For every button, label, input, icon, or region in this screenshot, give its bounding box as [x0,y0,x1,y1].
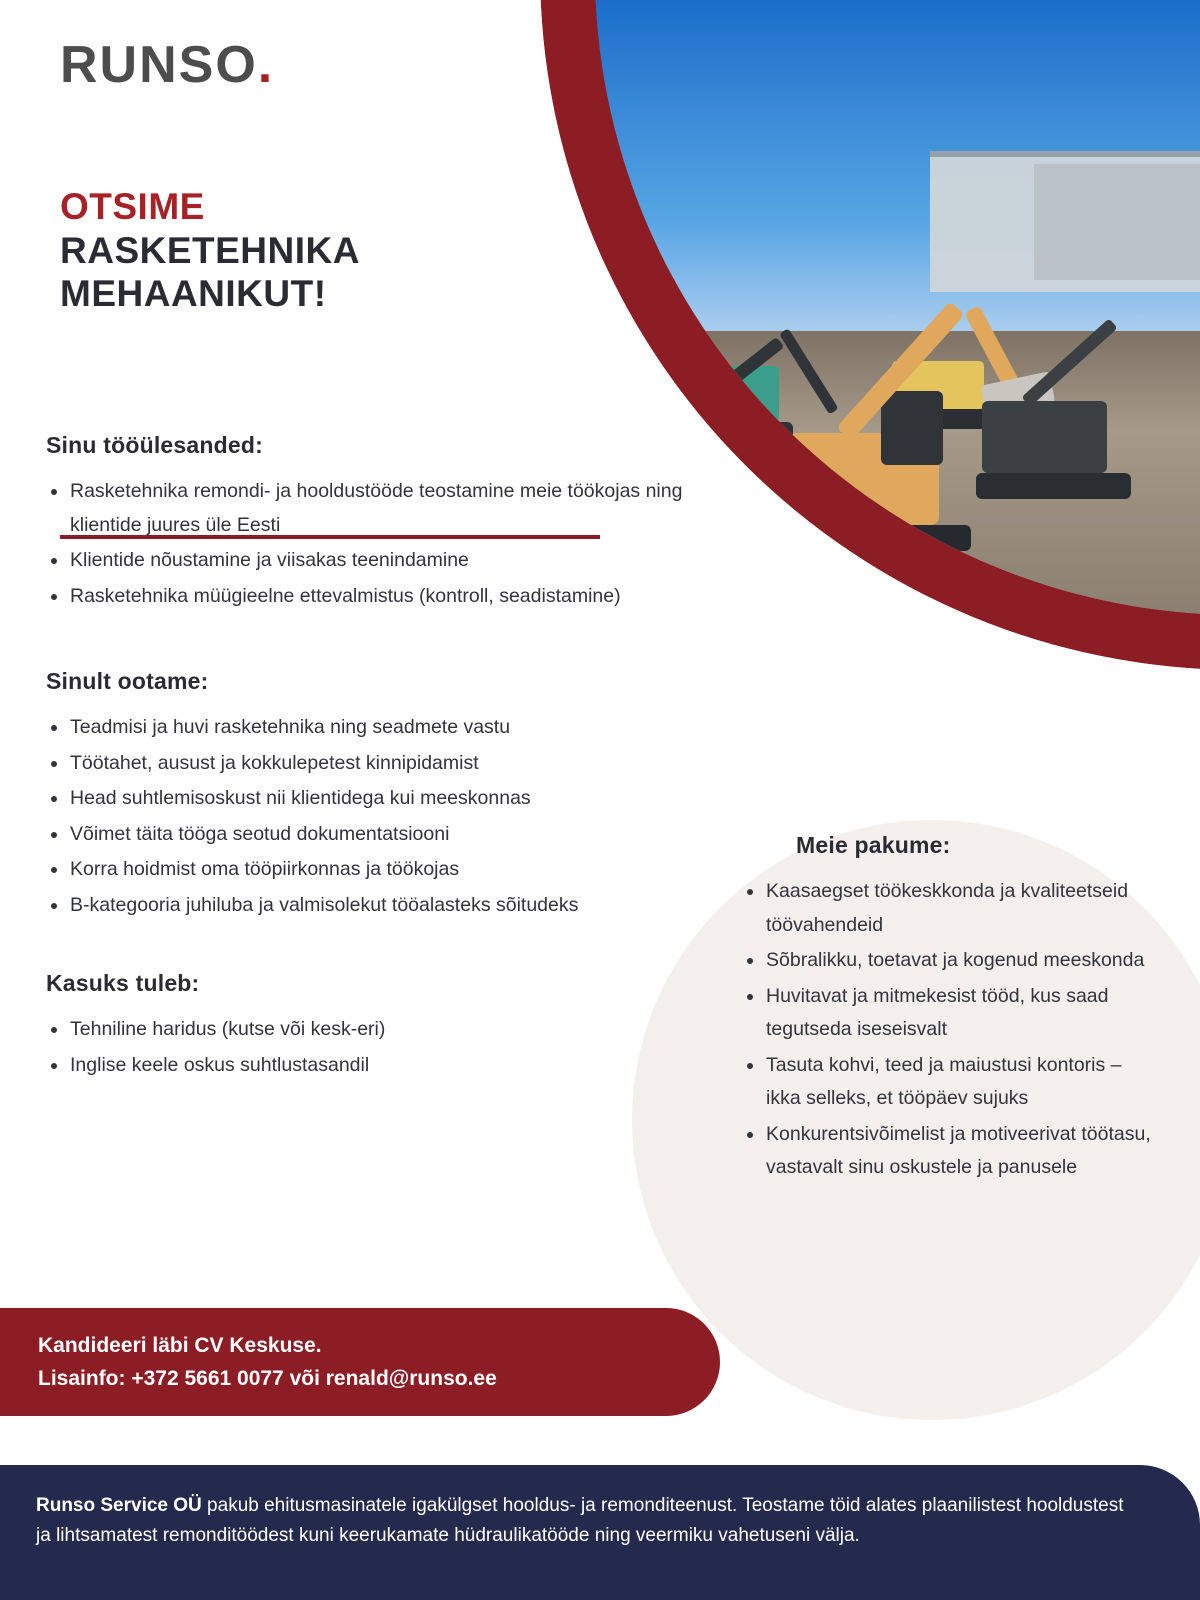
headline-line-3: MEHAANIKUT! [60,273,327,315]
section-expectations-list [44,711,734,922]
list-item: Kaasaegset töökeskkonda ja kvaliteetseid töövahendeid [740,875,1160,942]
headline-line-2: RASKETEHNIKA [60,229,360,271]
section-tasks-list [44,475,734,613]
page-title [60,185,580,316]
photo-building-2 [1034,164,1200,280]
cta-line-2[interactable]: Lisainfo: +372 5661 0077 või renald@runso.ee [38,1366,497,1390]
list-item: Võimet täita tööga seotud dokumentatsiooni [44,818,734,852]
list-item: Sõbralikku, toetavat ja kogenud meeskonda [740,944,1160,978]
section-tasks-title: Sinu tööülesanded: [46,432,263,458]
section-offer [740,832,1160,1187]
list-item: Huvitavat ja mitmekesist tööd, kus saad tegutseda iseseisvalt [740,980,1160,1047]
section-expectations-title: Sinult ootame: [46,668,209,694]
list-item: Teadmisi ja huvi rasketehnika ning seadmete vastu [44,711,734,745]
section-bonus [44,970,734,1084]
photo-excavator-case [789,405,969,525]
list-item: B-kategooria juhiluba ja valmisolekut tööalasteks sõitudeks [44,889,734,923]
section-offer-title: Meie pakume: [796,832,951,858]
list-item: Tehniline haridus (kutse või kesk-eri) [44,1013,734,1047]
list-item: Head suhtlemisoskust nii klientidega kui meeskonnas [44,782,734,816]
footer-about [0,1465,1200,1600]
footer-description: pakub ehitusmasinatele igakülgset hooldus- ja remonditeenust. Teostame töid alates plaanilistest hooldustest ja lihtsamatest remonditöödest kuni keerukamate hüdraulikatööde ning veermiku vahetuseni välja. [36,1495,1124,1547]
list-item: Tasuta kohvi, teed ja maiustusi kontoris – ikka selleks, et tööpäev sujuks [740,1049,1160,1116]
section-offer-list [740,875,1160,1185]
photo-excavator-dark-right [982,381,1132,473]
list-item: Klientide nõustamine ja viisakas teenindamine [44,544,734,578]
list-item: Konkurentsivõimelist ja motiveerivat töötasu, vastavalt sinu oskustele ja panusele [740,1118,1160,1185]
list-item: Inglise keele oskus suhtlustasandil [44,1049,734,1083]
list-item: Rasketehnika remondi- ja hooldustööde teostamine meie töökojas ning klientide juures üle Eesti [44,475,734,542]
section-bonus-list [44,1013,734,1082]
section-tasks [44,432,734,615]
list-item: Rasketehnika müügieelne ettevalmistus (kontroll, seadistamine) [44,580,734,614]
section-expectations [44,668,734,924]
section-bonus-title: Kasuks tuleb: [46,970,200,996]
footer-company-name: Runso Service OÜ [36,1495,202,1516]
logo-dot: . [257,36,275,94]
headline-line-1: OTSIME [60,186,205,227]
apply-cta-banner[interactable] [0,1308,720,1416]
list-item: Korra hoidmist oma tööpiirkonnas ja töökojas [44,853,734,887]
list-item: Töötahet, ausust ja kokkulepetest kinnipidamist [44,747,734,781]
logo-text: RUNSO [60,36,258,94]
company-logo [60,35,274,95]
cta-line-1: Kandideeri läbi CV Keskuse. [38,1334,322,1357]
